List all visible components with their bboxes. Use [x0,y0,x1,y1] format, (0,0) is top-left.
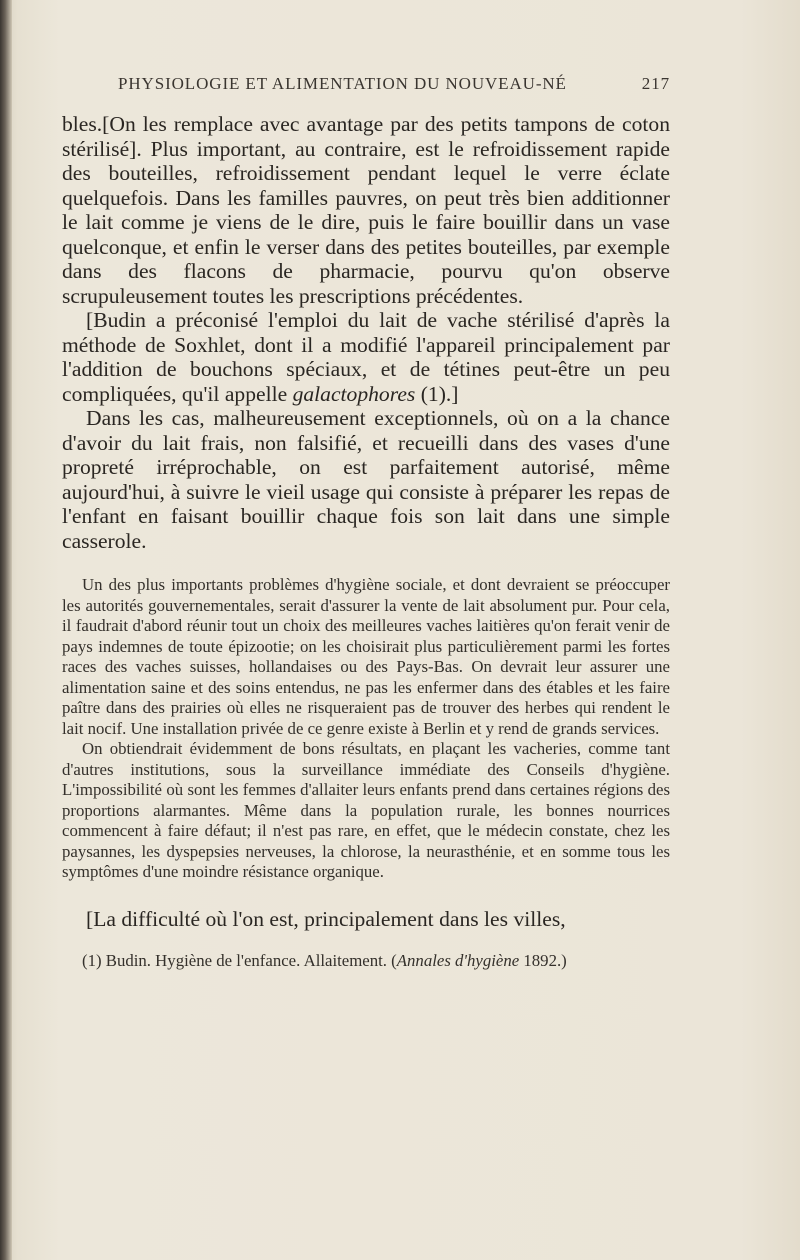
paragraph-2-end: (1).] [415,381,459,406]
footnote-italic-title: Annales d'hygiène [396,951,520,970]
paragraph-2-italic-term: galactophores [292,381,416,406]
footnote-end: 1892.) [519,951,567,970]
footnote [62,951,670,972]
continuation-paragraph: [La difficulté où l'on est, principalement dans les villes, [86,906,566,931]
running-header-title: PHYSIOLOGIE ET ALIMENTATION DU NOUVEAU-NÉ [118,74,567,93]
running-header [118,74,670,94]
paragraph-3: Dans les cas, malheureusement exceptionnels, où on a la chance d'avoir du lait frais, non falsifié, et recueilli dans des vases d'une propreté irréprochable, on est parfaitement autorisé, même aujourd'hui, à suivre le vieil usage qui consiste à préparer les repas de l'enfant en faisant bouillir chaque fois son lait dans une simple casserole. [62,406,670,553]
small-print-section [62,575,670,883]
main-text [62,112,670,553]
continuation-section [62,907,670,932]
paragraph-2 [62,308,670,406]
footnote-text: (1) Budin. Hygiène de l'enfance. Allaitement. ( [82,951,397,970]
page-text [62,112,670,972]
small-paragraph-2: On obtiendrait évidemment de bons résultats, en plaçant les vacheries, comme tant d'autres institutions, sous la surveillance immédiate des Conseils d'hygiène. L'impossibilité où sont les femmes d'allaiter leurs enfants prend dans certaines régions des proportions alarmantes. Même dans la population rurale, les bonnes nourrices commencent à faire défaut; il n'est pas rare, en effet, que le médecin constate, chez les paysannes, les dyspepsies nerveuses, la chlorose, la neurasthénie, et en somme tous les symptômes d'une moindre résistance organique. [62,739,670,881]
small-paragraph-1: Un des plus importants problèmes d'hygiène sociale, et dont devraient se préoccuper les autorités gouvernementales, serait d'assurer la vente de lait absolument pur. Pour cela, il faudrait d'abord réunir tout un choix des meilleures vaches laitières qu'on ferait venir de pays indemnes de toute épizootie; on les choisirait plus particulièrement parmi les fortes races des vaches suisses, hollandaises ou des Pays-Bas. On devrait leur assurer une alimentation saine et des soins entendus, ne pas les enfermer dans des étables et les faire paître dans des prairies où elles ne risqueraient pas de trouver des herbes qui rendent le lait nocif. Une installation privée de ce genre existe à Berlin et y rend de grands services. [62,575,670,738]
paragraph-1: bles.[On les remplace avec avantage par des petits tampons de coton stérilisé]. Plus important, au contraire, est le refroidissement rapide des bouteilles, refroidissement pendant lequel le verre éclate quelquefois. Dans les familles pauvres, on peut très bien additionner le lait comme je viens de le dire, puis le faire bouillir dans un vase quelconque, et enfin le verser dans des petites bouteilles, par exemple dans des flacons de pharmacie, pourvu qu'on observe scrupuleusement toutes les prescriptions précédentes. [62,112,670,308]
paragraph-2-text: [Budin a préconisé l'emploi du lait de vache stérilisé d'après la méthode de Soxhlet, dont il a modifié l'appareil principalement par l'addition de bouchons spéciaux, et de tétines peut-être un peu compliquées, qu'il appelle [62,308,670,406]
book-spine-shadow [0,0,12,1260]
page-number: 217 [641,74,670,93]
